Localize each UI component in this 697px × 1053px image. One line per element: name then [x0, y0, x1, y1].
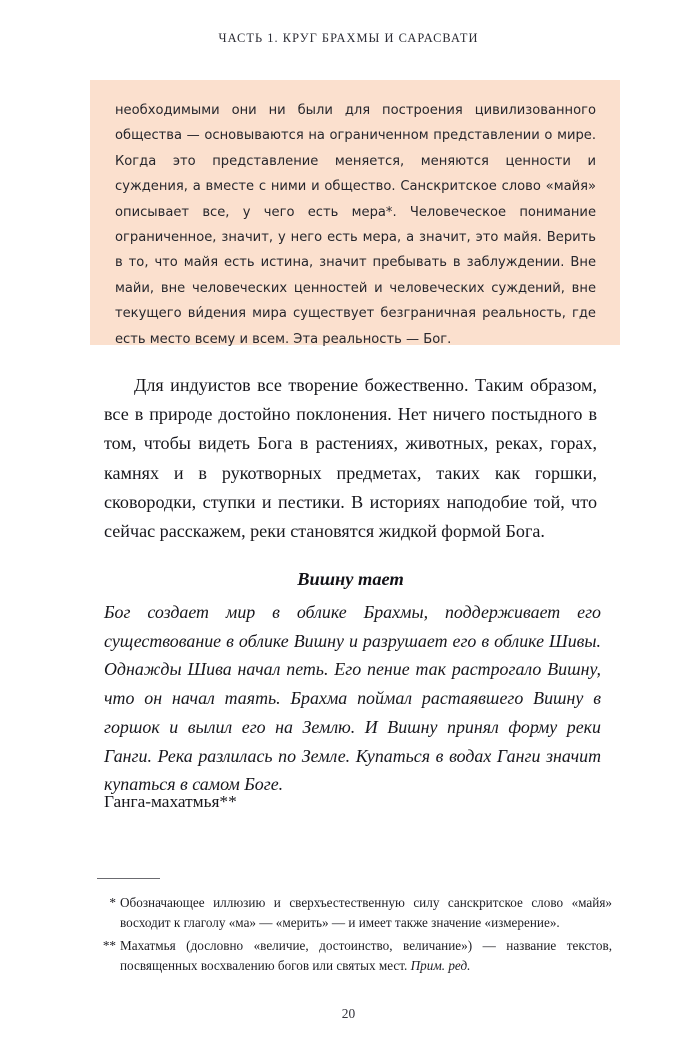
footnote-text: Обозначающее иллюзию и сверхъестественную силу санскритское слово «майя» восходит к глаголу «ма» — «мерить» — и имеет также значение «измерение».	[120, 895, 612, 931]
highlighted-callout-box	[90, 80, 620, 345]
body-paragraph: Для индуистов все творение божественно. Таким образом, все в природе достойно поклонения. Нет ничего постыдного в том, чтобы видеть Бога в растениях, животных, реках, горах, камнях и в рукотворных предметах, таких как горшки, сковородки, ступки и пестики. В историях наподобие той, что сейчас расскажем, реки становятся жидкой формой Бога.	[104, 375, 597, 542]
footnote-marker: **	[102, 937, 116, 953]
page-number: 20	[341, 1006, 356, 1021]
story-source-attribution: Ганга-махатмья**	[104, 792, 237, 811]
running-head: ЧАСТЬ 1. КРУГ БРАХМЫ И САРАСВАТИ	[218, 31, 479, 45]
footnote-item	[97, 893, 612, 934]
story-title: Вишну тает	[297, 569, 404, 589]
footnote-item	[97, 936, 612, 977]
footnote-text: Махатмья (дословно «величие, достоинство, величание») — название текстов, посвященных восхвалению богов или святых мест.	[120, 937, 612, 974]
footnote-separator-rule	[97, 878, 160, 879]
callout-paragraph: необходимыми они ни были для построения цивилизованного общества — основываются на ограниченном представлении о мире. Когда это представление меняется, меняются ценности и суждения, а вместе с ними и общество. Санскритское слово «майя» описывает все, у чего есть мера*. Человеческое понимание ограниченное, значит, у него есть мера, а значит, это майя. Верить в то, что майя есть истина, значит пребывать в заблуждении. Вне майи, вне человеческих ценностей и человеческих суждений, вне текущего ви́дения мира существует безграничная реальность, где есть место всему и всем. Эта реальность — Бог.	[115, 103, 596, 347]
footnote-marker: *	[109, 895, 116, 910]
footnote-list	[97, 893, 612, 979]
footnote-editor-note: Прим. ред.	[410, 958, 471, 974]
story-text: Бог создает мир в облике Брахмы, поддерживает его существование в облике Вишну и разрушает его в облике Шивы. Однажды Шива начал петь. Его пение так растрогало Вишну, что он начал таять. Брахма поймал растаявшего Вишну в горшок и вылил его на Землю. И Вишну принял форму реки Ганги. Река разлилась по Земле. Купаться в водах Ганги значит купаться в самом Боге.	[104, 602, 601, 795]
